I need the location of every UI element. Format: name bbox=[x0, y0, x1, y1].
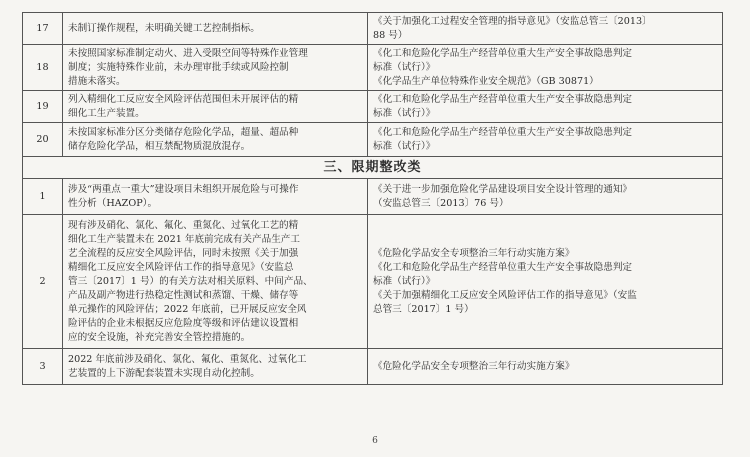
hazard-table bbox=[22, 12, 723, 385]
table-row bbox=[23, 13, 723, 45]
table-row bbox=[23, 123, 723, 157]
row-description: 未按国家标准分区分类储存危险化学品，超量、超品种 储存危险化学品，相互禁配物质混放混存。 bbox=[63, 123, 368, 157]
row-description: 未制订操作规程，未明确关键工艺控制指标。 bbox=[63, 13, 368, 45]
table-row bbox=[23, 91, 723, 123]
row-description: 涉及“两重点一重大”建设项目未组织开展危险与可操作 性分析（HAZOP）。 bbox=[63, 179, 368, 215]
table-row bbox=[23, 215, 723, 349]
section-header-row bbox=[23, 157, 723, 179]
row-number: 17 bbox=[23, 13, 63, 45]
table-row bbox=[23, 349, 723, 385]
row-description: 未按照国家标准制定动火、进入受限空间等特殊作业管理 制度；实施特殊作业前，未办理审批手续或风险控制 措施未落实。 bbox=[63, 45, 368, 91]
row-number: 20 bbox=[23, 123, 63, 157]
row-number: 3 bbox=[23, 349, 63, 385]
row-basis: 《化工和危险化学品生产经营单位重大生产安全事故隐患判定 标准（试行）》 bbox=[368, 123, 723, 157]
row-number: 19 bbox=[23, 91, 63, 123]
row-basis: 《危险化学品安全专项整治三年行动实施方案》 bbox=[368, 349, 723, 385]
page-number: 6 bbox=[372, 436, 378, 446]
section-title: 三、限期整改类 bbox=[23, 157, 723, 179]
row-number: 1 bbox=[23, 179, 63, 215]
row-description: 现有涉及硝化、氯化、氟化、重氮化、过氧化工艺的精 细化工生产装置未在 2021 年底前完成有关产品生产工 艺全流程的反应安全风险评估，同时未按照《关于加强 精细化工反应安全风险评估工作的指导意见》（安监总 管三〔2017〕1 号）的有关方法对相关原料、中间产品、 产品及副产物进行热稳定性测试和蒸馏、干燥、储存等 单元操作的风险评估；2022 年底前，已开展反应安全风 险评估的企业未根据反应危险度等级和评估建议设置相 应的安全设施，补充完善安全管控措施的。 bbox=[63, 215, 368, 349]
row-number: 18 bbox=[23, 45, 63, 91]
row-number: 2 bbox=[23, 215, 63, 349]
row-basis: 《化工和危险化学品生产经营单位重大生产安全事故隐患判定 标准（试行）》 bbox=[368, 91, 723, 123]
table-row bbox=[23, 179, 723, 215]
row-description: 2022 年底前涉及硝化、氯化、氟化、重氮化、过氧化工 艺装置的上下游配套装置未实现自动化控制。 bbox=[63, 349, 368, 385]
row-description: 列入精细化工反应安全风险评估范围但未开展评估的精 细化工生产装置。 bbox=[63, 91, 368, 123]
row-basis: 《化工和危险化学品生产经营单位重大生产安全事故隐患判定 标准（试行）》 《化学品生产单位特殊作业安全规范》（GB 30871） bbox=[368, 45, 723, 91]
row-basis: 《关于进一步加强危险化学品建设项目安全设计管理的通知》 （安监总管三〔2013〕76 号） bbox=[368, 179, 723, 215]
row-basis: 《关于加强化工过程安全管理的指导意见》（安监总管三〔2013〕 88 号） bbox=[368, 13, 723, 45]
row-basis: 《危险化学品安全专项整治三年行动实施方案》 《化工和危险化学品生产经营单位重大生产安全事故隐患判定 标准（试行）》 《关于加强精细化工反应安全风险评估工作的指导意见》（安监 总管三〔2017〕1 号） bbox=[368, 215, 723, 349]
table-row bbox=[23, 45, 723, 91]
